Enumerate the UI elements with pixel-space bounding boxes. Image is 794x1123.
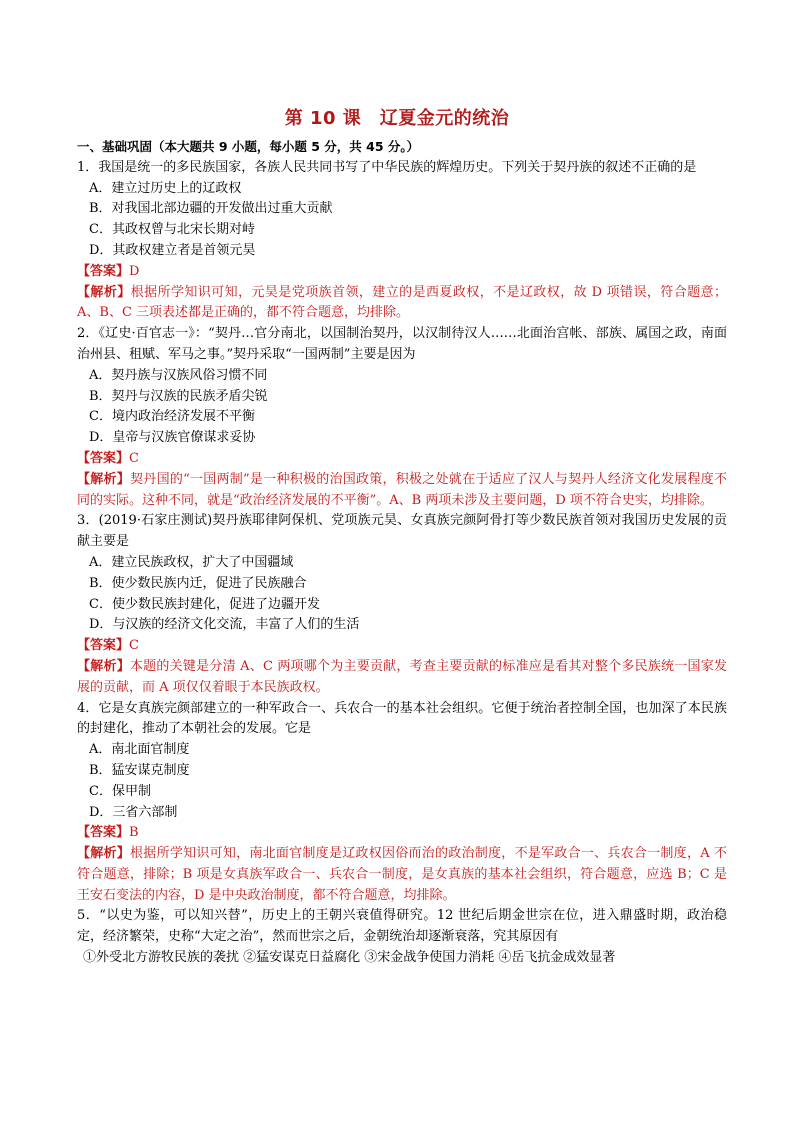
explanation [77, 470, 727, 512]
answer-value: C [129, 638, 139, 654]
option-b: B．对我国北部边疆的开发做出过重大贡献 [89, 201, 333, 217]
question-5 [77, 906, 727, 968]
question-stem: 3．(2019·石家庄测试)契丹族耶律阿保机、党项族元昊、女真族完颜阿骨打等少数民族首领对我国历史发展的贡献主要是 [77, 513, 727, 550]
option-d: D．其政权建立者是首领元昊 [89, 242, 256, 258]
option-a: A．契丹族与汉族风俗习惯不同 [89, 367, 268, 383]
answer-line [77, 636, 727, 657]
explanation [77, 283, 727, 325]
answer-line [77, 449, 727, 470]
question-items: ①外受北方游牧民族的袭扰 ②猛安谋克日益腐化 ③宋金战争使国力消耗 ④岳飞抗金成效显著 [83, 950, 616, 966]
option-b: B．契丹与汉族的民族矛盾尖锐 [89, 388, 268, 404]
explanation-label: 【解析】 [77, 471, 131, 487]
question-stem: 2．《辽史·百官志一》：“契丹…官分南北，以国制治契丹，以汉制待汉人……北面治宫帐、部族、属国之政，南面治州县、租赋、军马之事。”契丹采取“一国两制”主要是因为 [77, 326, 727, 362]
option-b: B．使少数民族内迁，促进了民族融合 [89, 575, 307, 591]
answer-value: C [129, 450, 139, 466]
answer-label: 【答案】 [77, 450, 130, 466]
question-1 [77, 158, 727, 324]
answer-label: 【答案】 [77, 825, 130, 841]
explanation-text: 契丹国的“一国两制”是一种积极的治国政策，积极之处就在于适应了汉人与契丹人经济文化发展程度不同的实际。这种不同，就是“政治经济发展的不平衡”。A、B 两项未涉及主要问题，D 项不符合史实，均排除。 [77, 471, 727, 508]
answer-line [77, 823, 727, 844]
option-b: B．猛安谋克制度 [89, 762, 190, 778]
question-stem: 5．“以史为鉴，可以知兴替”，历史上的王朝兴衰值得研究。12 世纪后期金世宗在位，进入鼎盛时期，政治稳定，经济繁荣，史称“大定之治”，然而世宗之后，金朝统治却逐渐衰落，究其原因有 [77, 908, 727, 945]
section-heading: 一、基础巩固（本大题共 9 小题，每小题 5 分，共 45 分。） [77, 139, 420, 154]
answer-line [77, 262, 727, 283]
option-a: A．南北面官制度 [89, 742, 190, 758]
option-c: C．其政权曾与北宋长期对峙 [89, 222, 255, 238]
explanation-label: 【解析】 [77, 658, 130, 674]
explanation-label: 【解析】 [77, 846, 131, 862]
page-title: 第 10 课 辽夏金元的统治 [284, 108, 510, 129]
question-3 [77, 511, 727, 698]
option-d: D．与汉族的经济文化交流，丰富了人们的生活 [89, 617, 360, 633]
document-body [77, 137, 727, 969]
explanation [77, 657, 727, 699]
question-4 [77, 699, 727, 907]
option-a: A．建立过历史上的辽政权 [89, 180, 242, 196]
explanation-text: 本题的关键是分清 A、C 两项哪个为主要贡献，考查主要贡献的标准应是看其对整个多民族统一国家发展的贡献，而 A 项仅仅着眼于本民族政权。 [77, 658, 727, 695]
option-a: A．建立民族政权，扩大了中国疆域 [89, 554, 294, 570]
question-stem: 4．它是女真族完颜部建立的一种军政合一、兵农合一的基本社会组织。它便于统治者控制全国，也加深了本民族的封建化，推动了本朝社会的发展。它是 [77, 700, 727, 737]
answer-label: 【答案】 [77, 638, 130, 654]
explanation-label: 【解析】 [77, 284, 131, 300]
option-d: D．三省六部制 [89, 804, 178, 820]
explanation-text: 根据所学知识可知，元昊是党项族首领，建立的是西夏政权，不是辽政权，故 D 项错误，符合题意；A、B、C 三项表述都是正确的，都不符合题意，均排除。 [77, 284, 727, 321]
answer-value: D [129, 263, 140, 279]
explanation [77, 844, 727, 906]
option-c: C．使少数民族封建化，促进了边疆开发 [89, 596, 320, 612]
option-d: D．皇帝与汉族官僚谋求妥协 [89, 430, 256, 446]
explanation-text: 根据所学知识可知，南北面官制度是辽政权因俗而治的政治制度，不是军政合一、兵农合一制度，A 不符合题意，排除；B 项是女真族军政合一、兵农合一制度，是女真族的基本社会组织，符合题意，应选 B；C 是王安石变法的内容，D 是中央政治制度，都不符合题意，均排除。 [77, 846, 727, 903]
option-c: C．境内政治经济发展不平衡 [89, 409, 255, 425]
answer-value: B [129, 825, 139, 841]
question-2 [77, 324, 727, 511]
question-stem: 1．我国是统一的多民族国家，各族人民共同书写了中华民族的辉煌历史。下列关于契丹族的叙述不正确的是 [77, 159, 697, 175]
answer-label: 【答案】 [77, 263, 130, 279]
option-c: C．保甲制 [89, 783, 151, 799]
